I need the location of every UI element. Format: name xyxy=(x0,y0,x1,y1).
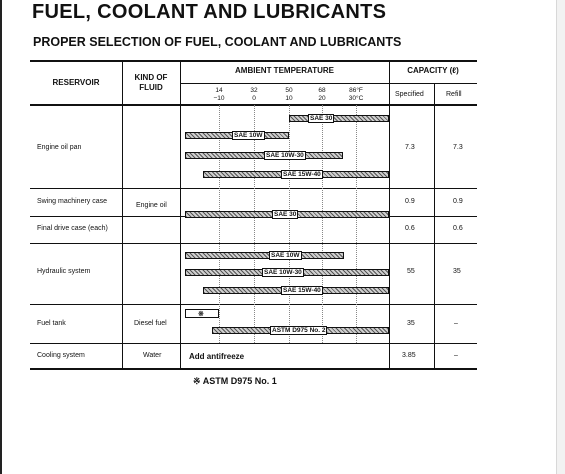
tick-f: 86°F xyxy=(349,87,363,94)
bar-label: SAE 15W-40 xyxy=(283,171,321,178)
bar-sae30-engine xyxy=(289,115,389,122)
page-subtitle: PROPER SELECTION OF FUEL, COOLANT AND LUBRICANTS xyxy=(33,35,402,49)
reservoir-hydraulic: Hydraulic system xyxy=(37,268,91,275)
reservoir-final-drive: Final drive case (each) xyxy=(37,225,108,232)
bar-label: SAE 10W xyxy=(271,252,300,259)
header-specified: Specified xyxy=(395,91,424,98)
header-refill: Refill xyxy=(446,91,462,98)
bar-label: SAE 30 xyxy=(310,115,333,122)
header-kind-line2: FLUID xyxy=(139,83,163,92)
bar-label: SAE 10W-30 xyxy=(264,269,302,276)
specified-final: 0.6 xyxy=(405,225,415,232)
temp-gridline xyxy=(289,105,290,343)
kind-engine-oil: Engine oil xyxy=(136,202,167,209)
footnote: ※ ASTM D975 No. 1 xyxy=(193,376,277,386)
tick-c: −10 xyxy=(213,95,225,102)
bar-sae10w-hydraulic xyxy=(185,252,344,259)
kind-diesel-fuel: Diesel fuel xyxy=(134,320,167,327)
table-bottom-rule xyxy=(30,368,477,370)
add-antifreeze-note: Add antifreeze xyxy=(189,352,245,361)
specified-fuel: 35 xyxy=(407,320,415,327)
refill-swing: 0.9 xyxy=(453,198,463,205)
header-ambient: AMBIENT TEMPERATURE xyxy=(235,66,334,75)
reservoir-cooling: Cooling system xyxy=(37,352,85,359)
specified-swing: 0.9 xyxy=(405,198,415,205)
bar-label-asterisk: ※ xyxy=(198,311,204,318)
temp-gridline xyxy=(356,105,357,343)
bar-label: ASTM D975 No. 2 xyxy=(272,327,326,334)
specified-cooling: 3.85 xyxy=(402,352,416,359)
temp-gridline xyxy=(219,105,220,343)
refill-cooling: – xyxy=(454,352,458,359)
tick-c: 0 xyxy=(252,95,256,102)
col-divider xyxy=(434,84,435,369)
kind-water: Water xyxy=(143,352,162,359)
reservoir-engine-oil-pan: Engine oil pan xyxy=(37,144,82,151)
specified-engine: 7.3 xyxy=(405,144,415,151)
bar-label: SAE 10W xyxy=(234,132,263,139)
bar-label: SAE 10W-30 xyxy=(266,152,304,159)
tick-c: 10 xyxy=(285,95,293,102)
bar-label: SAE 30 xyxy=(274,211,297,218)
temp-gridline xyxy=(254,105,255,343)
page-title: FUEL, COOLANT AND LUBRICANTS xyxy=(32,1,387,23)
refill-final: 0.6 xyxy=(453,225,463,232)
col-divider xyxy=(389,61,390,369)
temp-gridline xyxy=(322,105,323,343)
tick-f: 14 xyxy=(215,87,223,94)
page-left-border xyxy=(0,0,2,474)
capacity-sub-rule xyxy=(389,83,477,84)
row-rule xyxy=(30,343,477,344)
tick-f: 50 xyxy=(285,87,293,94)
specified-hydraulic: 55 xyxy=(407,268,415,275)
refill-hydraulic: 35 xyxy=(453,268,461,275)
tick-f: 68 xyxy=(318,87,326,94)
tick-f: 32 xyxy=(250,87,258,94)
header-kind-line1: KIND OF xyxy=(134,73,168,82)
header-reservoir: RESERVOIR xyxy=(52,78,100,87)
col-divider xyxy=(180,61,181,369)
header-capacity: CAPACITY (ℓ) xyxy=(407,66,459,75)
page-right-margin xyxy=(556,0,565,474)
refill-engine: 7.3 xyxy=(453,144,463,151)
refill-fuel: – xyxy=(454,320,458,327)
col-divider xyxy=(122,61,123,369)
tick-c: 20 xyxy=(318,95,326,102)
ambient-sub-rule xyxy=(180,83,389,84)
table-top-rule xyxy=(30,60,477,62)
tick-c: 30°C xyxy=(348,95,364,102)
reservoir-swing-machinery: Swing machinery case xyxy=(37,198,108,205)
reservoir-fuel-tank: Fuel tank xyxy=(37,320,66,327)
bar-label: SAE 15W-40 xyxy=(283,287,321,294)
